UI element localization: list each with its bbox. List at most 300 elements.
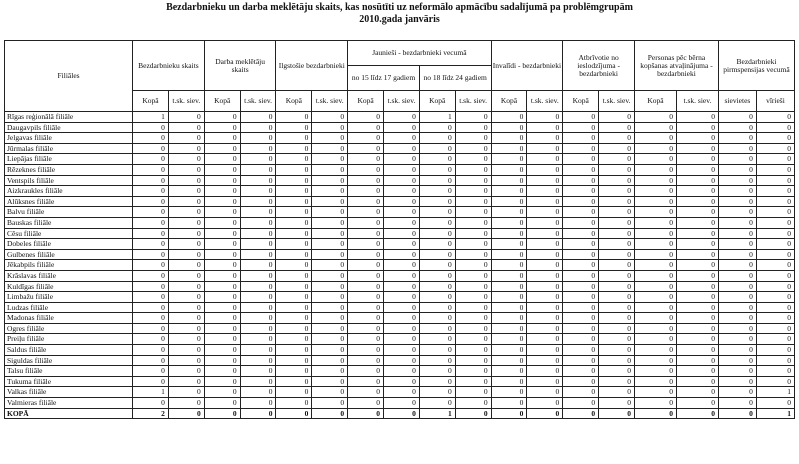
- value-cell: 0: [491, 154, 527, 165]
- value-cell: 0: [491, 207, 527, 218]
- value-cell: 0: [491, 345, 527, 356]
- value-cell: 0: [276, 313, 312, 324]
- value-cell: 0: [168, 154, 204, 165]
- value-cell: 0: [168, 122, 204, 133]
- value-cell: 0: [204, 228, 240, 239]
- table-row: [5, 112, 795, 123]
- table-row: [5, 249, 795, 260]
- header-ilgstosie: Ilgstošie bezdarbnieki: [276, 41, 348, 91]
- value-cell: 0: [348, 175, 384, 186]
- value-cell: 0: [312, 270, 348, 281]
- value-cell: 0: [312, 122, 348, 133]
- value-cell: 0: [348, 260, 384, 271]
- value-cell: 0: [718, 408, 756, 419]
- value-cell: 0: [204, 260, 240, 271]
- value-cell: 0: [240, 345, 276, 356]
- value-cell: 0: [168, 408, 204, 419]
- value-cell: 0: [348, 217, 384, 228]
- value-cell: 0: [419, 217, 455, 228]
- subheader-tsk-siev: t.sk. siev.: [312, 91, 348, 112]
- value-cell: 0: [276, 345, 312, 356]
- value-cell: 0: [455, 112, 491, 123]
- branch-name: Balvu filiāle: [5, 207, 133, 218]
- value-cell: 0: [599, 164, 635, 175]
- value-cell: 0: [240, 217, 276, 228]
- table-row: [5, 281, 795, 292]
- value-cell: 0: [599, 122, 635, 133]
- value-cell: 0: [168, 345, 204, 356]
- value-cell: 0: [527, 164, 563, 175]
- value-cell: 0: [133, 345, 169, 356]
- value-cell: 0: [718, 196, 756, 207]
- value-cell: 0: [240, 207, 276, 218]
- value-cell: 0: [455, 313, 491, 324]
- branch-name: Rēzeknes filiāle: [5, 164, 133, 175]
- value-cell: 0: [276, 133, 312, 144]
- value-cell: 0: [348, 270, 384, 281]
- value-cell: 0: [491, 334, 527, 345]
- value-cell: 0: [756, 143, 794, 154]
- value-cell: 0: [718, 292, 756, 303]
- value-cell: 0: [204, 239, 240, 250]
- value-cell: 0: [419, 376, 455, 387]
- value-cell: 0: [527, 217, 563, 228]
- value-cell: 0: [718, 112, 756, 123]
- value-cell: 0: [384, 270, 420, 281]
- value-cell: 0: [133, 334, 169, 345]
- value-cell: 0: [527, 281, 563, 292]
- document-title: [0, 2, 799, 26]
- header-no18: no 18 līdz 24 gadiem: [419, 66, 491, 91]
- header-personas: Personas pēc bērna kopšanas atvaļinājuma - bezdarbnieki: [634, 41, 718, 91]
- value-cell: 0: [634, 196, 676, 207]
- value-cell: 0: [599, 270, 635, 281]
- value-cell: 0: [563, 292, 599, 303]
- value-cell: 0: [168, 398, 204, 409]
- branch-name: Saldus filiāle: [5, 345, 133, 356]
- value-cell: 0: [599, 387, 635, 398]
- value-cell: 0: [634, 270, 676, 281]
- value-cell: 0: [384, 122, 420, 133]
- value-cell: 0: [676, 175, 718, 186]
- value-cell: 0: [384, 334, 420, 345]
- subheader-tsk-siev: t.sk. siev.: [599, 91, 635, 112]
- value-cell: 0: [634, 408, 676, 419]
- value-cell: 0: [527, 196, 563, 207]
- value-cell: 0: [133, 133, 169, 144]
- table-row: [5, 175, 795, 186]
- value-cell: 0: [276, 112, 312, 123]
- value-cell: 0: [133, 186, 169, 197]
- branch-name: Siguldas filiāle: [5, 355, 133, 366]
- value-cell: 0: [348, 154, 384, 165]
- value-cell: 0: [599, 196, 635, 207]
- value-cell: 0: [133, 217, 169, 228]
- header-atbrivotie: Atbrīvotie no ieslodzījuma - bezdarbnieki: [563, 41, 635, 91]
- table-row: [5, 217, 795, 228]
- value-cell: 0: [276, 334, 312, 345]
- value-cell: 0: [419, 323, 455, 334]
- value-cell: 0: [348, 164, 384, 175]
- value-cell: 0: [455, 387, 491, 398]
- table-row: [5, 154, 795, 165]
- value-cell: 0: [676, 313, 718, 324]
- value-cell: 0: [348, 196, 384, 207]
- value-cell: 0: [491, 281, 527, 292]
- value-cell: 0: [563, 196, 599, 207]
- value-cell: 0: [718, 239, 756, 250]
- value-cell: 0: [312, 164, 348, 175]
- value-cell: 0: [563, 281, 599, 292]
- value-cell: 0: [491, 387, 527, 398]
- value-cell: 0: [756, 260, 794, 271]
- value-cell: 0: [348, 334, 384, 345]
- branch-name: Liepājas filiāle: [5, 154, 133, 165]
- value-cell: 0: [419, 366, 455, 377]
- value-cell: 0: [491, 217, 527, 228]
- value-cell: 0: [756, 313, 794, 324]
- value-cell: 0: [312, 239, 348, 250]
- value-cell: 0: [599, 249, 635, 260]
- value-cell: 0: [133, 143, 169, 154]
- value-cell: 0: [491, 122, 527, 133]
- value-cell: 0: [133, 366, 169, 377]
- value-cell: 0: [756, 366, 794, 377]
- subheader-sievietes: sievietes: [718, 91, 756, 112]
- table-row: [5, 133, 795, 144]
- value-cell: 0: [599, 143, 635, 154]
- value-cell: 0: [676, 217, 718, 228]
- value-cell: 0: [634, 355, 676, 366]
- value-cell: 1: [756, 408, 794, 419]
- value-cell: 0: [276, 228, 312, 239]
- value-cell: 0: [563, 122, 599, 133]
- value-cell: 0: [756, 249, 794, 260]
- value-cell: 0: [676, 207, 718, 218]
- value-cell: 0: [384, 302, 420, 313]
- value-cell: 0: [168, 164, 204, 175]
- value-cell: 0: [718, 207, 756, 218]
- value-cell: 0: [718, 334, 756, 345]
- value-cell: 0: [419, 228, 455, 239]
- value-cell: 0: [204, 398, 240, 409]
- header-filiales: Filiāles: [5, 41, 133, 112]
- value-cell: 0: [133, 249, 169, 260]
- subheader-tsk-siev: t.sk. siev.: [676, 91, 718, 112]
- value-cell: 0: [419, 196, 455, 207]
- value-cell: 0: [491, 186, 527, 197]
- value-cell: 0: [455, 175, 491, 186]
- value-cell: 0: [599, 239, 635, 250]
- value-cell: 0: [240, 164, 276, 175]
- value-cell: 0: [599, 302, 635, 313]
- value-cell: 0: [563, 217, 599, 228]
- value-cell: 0: [240, 302, 276, 313]
- subheader-tsk-siev: t.sk. siev.: [384, 91, 420, 112]
- value-cell: 0: [240, 281, 276, 292]
- value-cell: 0: [599, 207, 635, 218]
- value-cell: 0: [312, 376, 348, 387]
- branch-name: Jelgavas filiāle: [5, 133, 133, 144]
- value-cell: 0: [676, 281, 718, 292]
- value-cell: 0: [348, 323, 384, 334]
- value-cell: 0: [384, 175, 420, 186]
- value-cell: 0: [455, 270, 491, 281]
- value-cell: 0: [204, 143, 240, 154]
- value-cell: 0: [491, 112, 527, 123]
- value-cell: 0: [676, 186, 718, 197]
- subheader-tsk-siev: t.sk. siev.: [240, 91, 276, 112]
- value-cell: 0: [204, 313, 240, 324]
- value-cell: 0: [527, 376, 563, 387]
- value-cell: 0: [312, 133, 348, 144]
- value-cell: 0: [455, 345, 491, 356]
- value-cell: 0: [491, 376, 527, 387]
- value-cell: 0: [491, 323, 527, 334]
- value-cell: 0: [599, 345, 635, 356]
- value-cell: 0: [348, 133, 384, 144]
- value-cell: 0: [634, 122, 676, 133]
- value-cell: 0: [563, 175, 599, 186]
- value-cell: 0: [384, 249, 420, 260]
- value-cell: 1: [419, 112, 455, 123]
- value-cell: 0: [348, 281, 384, 292]
- value-cell: 0: [756, 355, 794, 366]
- value-cell: 0: [491, 355, 527, 366]
- subheader-virieti: vīrieši: [756, 91, 794, 112]
- value-cell: 0: [204, 387, 240, 398]
- value-cell: 0: [384, 164, 420, 175]
- value-cell: 0: [527, 228, 563, 239]
- value-cell: 0: [419, 281, 455, 292]
- value-cell: 0: [676, 366, 718, 377]
- value-cell: 0: [527, 122, 563, 133]
- value-cell: 0: [527, 345, 563, 356]
- value-cell: 0: [676, 249, 718, 260]
- value-cell: 0: [133, 313, 169, 324]
- subheader-kopa: Kopā: [204, 91, 240, 112]
- value-cell: 0: [276, 175, 312, 186]
- value-cell: 0: [491, 133, 527, 144]
- value-cell: 0: [563, 143, 599, 154]
- value-cell: 0: [276, 270, 312, 281]
- value-cell: 0: [527, 387, 563, 398]
- value-cell: 0: [676, 270, 718, 281]
- value-cell: 0: [276, 292, 312, 303]
- value-cell: 0: [204, 164, 240, 175]
- value-cell: 0: [455, 228, 491, 239]
- value-cell: 0: [419, 270, 455, 281]
- value-cell: 0: [756, 228, 794, 239]
- value-cell: 0: [563, 154, 599, 165]
- value-cell: 0: [455, 376, 491, 387]
- value-cell: 0: [756, 398, 794, 409]
- value-cell: 0: [756, 186, 794, 197]
- value-cell: 0: [204, 217, 240, 228]
- value-cell: 0: [634, 112, 676, 123]
- value-cell: 0: [491, 249, 527, 260]
- value-cell: 0: [563, 207, 599, 218]
- value-cell: 0: [240, 292, 276, 303]
- value-cell: 0: [676, 239, 718, 250]
- value-cell: 0: [168, 133, 204, 144]
- value-cell: 0: [527, 143, 563, 154]
- value-cell: 0: [634, 217, 676, 228]
- value-cell: 0: [563, 133, 599, 144]
- value-cell: 0: [276, 186, 312, 197]
- value-cell: 0: [240, 270, 276, 281]
- value-cell: 0: [384, 207, 420, 218]
- value-cell: 0: [527, 366, 563, 377]
- value-cell: 0: [527, 313, 563, 324]
- value-cell: 0: [384, 323, 420, 334]
- value-cell: 0: [634, 249, 676, 260]
- value-cell: 0: [455, 302, 491, 313]
- value-cell: 0: [718, 281, 756, 292]
- value-cell: 0: [133, 302, 169, 313]
- value-cell: 0: [133, 164, 169, 175]
- table-row: [5, 376, 795, 387]
- value-cell: 0: [204, 366, 240, 377]
- value-cell: 0: [240, 175, 276, 186]
- value-cell: 0: [634, 154, 676, 165]
- table-row: [5, 292, 795, 303]
- value-cell: 0: [204, 281, 240, 292]
- value-cell: 0: [312, 334, 348, 345]
- value-cell: 0: [491, 398, 527, 409]
- value-cell: 0: [676, 154, 718, 165]
- value-cell: 0: [168, 186, 204, 197]
- value-cell: 0: [348, 302, 384, 313]
- value-cell: 0: [676, 112, 718, 123]
- value-cell: 0: [756, 334, 794, 345]
- table-row: [5, 345, 795, 356]
- value-cell: 0: [168, 112, 204, 123]
- value-cell: 1: [756, 387, 794, 398]
- value-cell: 0: [419, 164, 455, 175]
- value-cell: 0: [168, 281, 204, 292]
- value-cell: 0: [312, 217, 348, 228]
- table-body: [5, 112, 795, 419]
- table-row: [5, 260, 795, 271]
- value-cell: 0: [599, 228, 635, 239]
- value-cell: 0: [168, 249, 204, 260]
- value-cell: 0: [419, 143, 455, 154]
- subheader-tsk-siev: t.sk. siev.: [455, 91, 491, 112]
- value-cell: 0: [756, 154, 794, 165]
- value-cell: 0: [384, 154, 420, 165]
- value-cell: 0: [133, 376, 169, 387]
- value-cell: 0: [563, 398, 599, 409]
- value-cell: 0: [563, 260, 599, 271]
- value-cell: 0: [718, 366, 756, 377]
- value-cell: 0: [563, 228, 599, 239]
- value-cell: 0: [634, 164, 676, 175]
- value-cell: 0: [756, 281, 794, 292]
- value-cell: 0: [718, 398, 756, 409]
- branch-name: Tukuma filiāle: [5, 376, 133, 387]
- value-cell: 0: [527, 334, 563, 345]
- value-cell: 0: [634, 228, 676, 239]
- subheader-kopa: Kopā: [634, 91, 676, 112]
- value-cell: 0: [384, 260, 420, 271]
- value-cell: 0: [168, 143, 204, 154]
- value-cell: 0: [312, 281, 348, 292]
- value-cell: 0: [676, 133, 718, 144]
- value-cell: 0: [312, 249, 348, 260]
- value-cell: 0: [527, 207, 563, 218]
- value-cell: 0: [276, 164, 312, 175]
- value-cell: 0: [676, 164, 718, 175]
- table-wrapper: [4, 40, 795, 419]
- value-cell: 0: [563, 387, 599, 398]
- value-cell: 0: [276, 398, 312, 409]
- table-row: [5, 398, 795, 409]
- value-cell: 0: [634, 186, 676, 197]
- value-cell: 0: [240, 398, 276, 409]
- value-cell: 0: [455, 281, 491, 292]
- value-cell: 0: [455, 207, 491, 218]
- value-cell: 0: [384, 387, 420, 398]
- value-cell: 0: [240, 408, 276, 419]
- value-cell: 0: [599, 154, 635, 165]
- header-invalidi: Invalīdi - bezdarbnieki: [491, 41, 563, 91]
- value-cell: 0: [419, 345, 455, 356]
- branch-name: Cēsu filiāle: [5, 228, 133, 239]
- value-cell: 0: [718, 376, 756, 387]
- value-cell: 0: [312, 302, 348, 313]
- value-cell: 0: [634, 175, 676, 186]
- value-cell: 0: [384, 376, 420, 387]
- value-cell: 0: [384, 133, 420, 144]
- value-cell: 0: [718, 133, 756, 144]
- value-cell: 0: [419, 154, 455, 165]
- value-cell: 0: [312, 313, 348, 324]
- value-cell: 0: [276, 154, 312, 165]
- value-cell: 0: [634, 292, 676, 303]
- value-cell: 0: [491, 175, 527, 186]
- table-row: [5, 122, 795, 133]
- value-cell: 0: [676, 260, 718, 271]
- value-cell: 0: [634, 334, 676, 345]
- value-cell: 0: [276, 302, 312, 313]
- table-row: [5, 313, 795, 324]
- value-cell: 0: [312, 112, 348, 123]
- value-cell: 0: [455, 164, 491, 175]
- value-cell: 1: [133, 112, 169, 123]
- value-cell: 0: [240, 313, 276, 324]
- value-cell: 0: [204, 345, 240, 356]
- value-cell: 0: [563, 408, 599, 419]
- value-cell: 0: [527, 112, 563, 123]
- value-cell: 0: [348, 112, 384, 123]
- value-cell: 0: [276, 207, 312, 218]
- value-cell: 0: [718, 313, 756, 324]
- value-cell: 0: [133, 398, 169, 409]
- value-cell: 0: [312, 345, 348, 356]
- branch-name: Dobeles filiāle: [5, 239, 133, 250]
- subheader-kopa: Kopā: [419, 91, 455, 112]
- value-cell: 0: [491, 164, 527, 175]
- value-cell: 0: [348, 249, 384, 260]
- subheader-kopa: Kopā: [563, 91, 599, 112]
- value-cell: 0: [563, 186, 599, 197]
- value-cell: 0: [527, 398, 563, 409]
- value-cell: 0: [455, 239, 491, 250]
- value-cell: 0: [168, 207, 204, 218]
- value-cell: 0: [133, 154, 169, 165]
- value-cell: 0: [455, 186, 491, 197]
